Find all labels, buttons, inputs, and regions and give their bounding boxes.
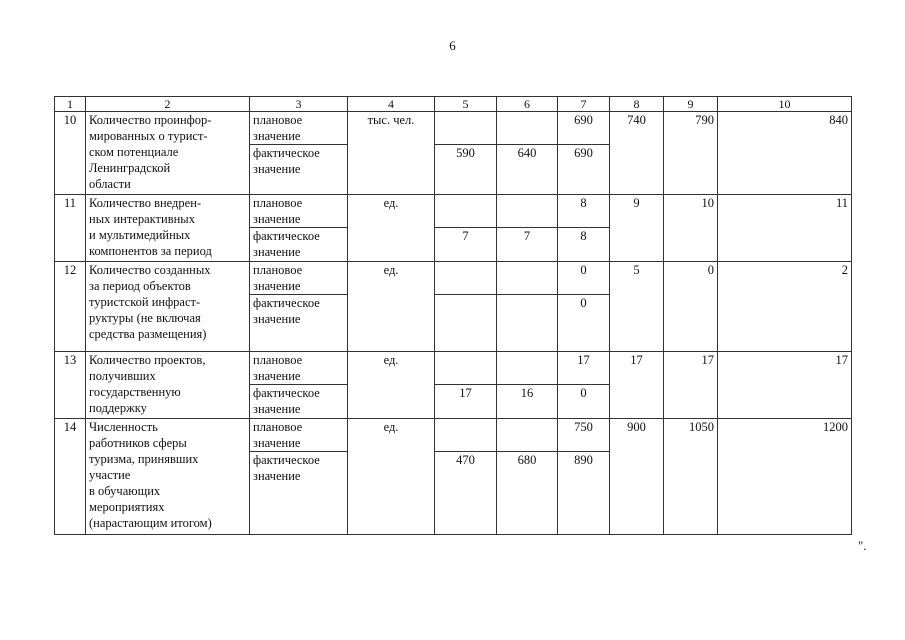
value-cell — [435, 195, 497, 228]
plan-label-cell — [250, 195, 348, 228]
cell-text-line: значение — [253, 402, 301, 416]
unit-cell: ед. — [348, 419, 435, 535]
value-cell — [497, 419, 558, 452]
header-cell: 5 — [435, 97, 497, 112]
plan-label-cell — [250, 419, 348, 452]
cell-text-line: плановое — [253, 196, 303, 210]
value-cell: 750 — [558, 419, 610, 452]
value-cell: 17 — [718, 352, 852, 419]
indicator-name-cell — [86, 419, 250, 535]
fact-label-cell — [250, 385, 348, 419]
fact-label-cell — [250, 228, 348, 262]
cell-text-line: ных интерактивных — [89, 212, 195, 226]
cell-text-line: средства размещения) — [89, 327, 207, 341]
cell-text-line: мированных о турист- — [89, 129, 208, 143]
value-cell: 0 — [558, 262, 610, 295]
value-cell: 17 — [435, 385, 497, 419]
indicator-plan-row — [55, 352, 852, 385]
indicator-name-cell — [86, 262, 250, 352]
value-cell: 840 — [718, 112, 852, 195]
value-cell: 900 — [610, 419, 664, 535]
cell-text-line: плановое — [253, 420, 303, 434]
value-cell — [497, 195, 558, 228]
value-cell: 0 — [664, 262, 718, 352]
unit-cell: ед. — [348, 352, 435, 419]
cell-text-line: фактическое — [253, 386, 320, 400]
cell-text-line: значение — [253, 129, 301, 143]
value-cell — [435, 112, 497, 145]
cell-text-line: работников сферы — [89, 436, 187, 450]
cell-text-line: значение — [253, 212, 301, 226]
cell-text-line: государственную — [89, 385, 181, 399]
value-cell: 7 — [497, 228, 558, 262]
cell-text-line: фактическое — [253, 146, 320, 160]
header-cell: 1 — [55, 97, 86, 112]
value-cell: 9 — [610, 195, 664, 262]
cell-text-line: значение — [253, 245, 301, 259]
value-cell: 690 — [558, 145, 610, 195]
header-cell: 7 — [558, 97, 610, 112]
cell-text-line: значение — [253, 369, 301, 383]
header-cell: 4 — [348, 97, 435, 112]
value-cell: 8 — [558, 228, 610, 262]
fact-label-cell — [250, 295, 348, 352]
indicator-plan-row — [55, 195, 852, 228]
indicator-name-cell — [86, 112, 250, 195]
cell-text-line: Количество внедрен- — [89, 196, 202, 210]
value-cell — [497, 295, 558, 352]
cell-text-line: плановое — [253, 113, 303, 127]
page-number: 6 — [449, 38, 456, 53]
plan-label-cell — [250, 262, 348, 295]
indicator-plan-row — [55, 112, 852, 145]
cell-text-line: поддержку — [89, 401, 147, 415]
value-cell: 17 — [610, 352, 664, 419]
value-cell — [497, 352, 558, 385]
indicator-plan-row — [55, 262, 852, 295]
cell-text-line: участие — [89, 468, 131, 482]
value-cell: 5 — [610, 262, 664, 352]
cell-text-line: Численность — [89, 420, 158, 434]
cell-text-line: фактическое — [253, 453, 320, 467]
value-cell: 790 — [664, 112, 718, 195]
cell-text-line: компонентов за период — [89, 244, 212, 258]
row-number-cell: 13 — [55, 352, 86, 419]
value-cell — [435, 419, 497, 452]
cell-text-line: Количество проектов, — [89, 353, 206, 367]
fact-label-cell — [250, 145, 348, 195]
value-cell: 8 — [558, 195, 610, 228]
value-cell: 1200 — [718, 419, 852, 535]
value-cell: 17 — [558, 352, 610, 385]
unit-cell: тыс. чел. — [348, 112, 435, 195]
header-cell: 6 — [497, 97, 558, 112]
cell-text-line: Количество созданных — [89, 263, 211, 277]
value-cell — [497, 112, 558, 145]
row-number-cell: 14 — [55, 419, 86, 535]
cell-text-line: значение — [253, 469, 301, 483]
cell-text-line: руктуры (не включая — [89, 311, 201, 325]
cell-text-line: получивших — [89, 369, 156, 383]
cell-text-line: мероприятиях — [89, 500, 165, 514]
value-cell: 16 — [497, 385, 558, 419]
value-cell: 680 — [497, 452, 558, 535]
cell-text-line: фактическое — [253, 229, 320, 243]
header-cell: 9 — [664, 97, 718, 112]
cell-text-line: туризма, принявших — [89, 452, 199, 466]
fact-label-cell — [250, 452, 348, 535]
cell-text-line: области — [89, 177, 131, 191]
header-cell: 2 — [86, 97, 250, 112]
value-cell: 10 — [664, 195, 718, 262]
cell-text-line: Количество проинфор- — [89, 113, 212, 127]
value-cell — [435, 295, 497, 352]
value-cell — [435, 352, 497, 385]
value-cell: 2 — [718, 262, 852, 352]
value-cell: 0 — [558, 385, 610, 419]
value-cell: 890 — [558, 452, 610, 535]
cell-text-line: значение — [253, 162, 301, 176]
unit-cell: ед. — [348, 195, 435, 262]
cell-text-line: и мультимедийных — [89, 228, 191, 242]
indicators-table — [54, 96, 852, 535]
value-cell: 740 — [610, 112, 664, 195]
value-cell: 690 — [558, 112, 610, 145]
value-cell: 17 — [664, 352, 718, 419]
header-cell: 3 — [250, 97, 348, 112]
header-row — [55, 97, 852, 112]
value-cell: 590 — [435, 145, 497, 195]
cell-text-line: ском потенциале — [89, 145, 179, 159]
value-cell: 0 — [558, 295, 610, 352]
cell-text-line: плановое — [253, 353, 303, 367]
unit-cell: ед. — [348, 262, 435, 352]
cell-text-line: плановое — [253, 263, 303, 277]
value-cell: 640 — [497, 145, 558, 195]
value-cell: 7 — [435, 228, 497, 262]
plan-label-cell — [250, 112, 348, 145]
cell-text-line: значение — [253, 436, 301, 450]
cell-text-line: в обучающих — [89, 484, 161, 498]
cell-text-line: Ленинградской — [89, 161, 171, 175]
closing-quote-mark: ". — [858, 538, 867, 553]
row-number-cell: 10 — [55, 112, 86, 195]
plan-label-cell — [250, 352, 348, 385]
row-number-cell: 12 — [55, 262, 86, 352]
value-cell: 1050 — [664, 419, 718, 535]
value-cell: 11 — [718, 195, 852, 262]
value-cell: 470 — [435, 452, 497, 535]
row-number-cell: 11 — [55, 195, 86, 262]
header-cell: 8 — [610, 97, 664, 112]
header-cell: 10 — [718, 97, 852, 112]
indicator-plan-row — [55, 419, 852, 452]
indicator-name-cell — [86, 352, 250, 419]
value-cell — [435, 262, 497, 295]
indicator-name-cell — [86, 195, 250, 262]
cell-text-line: туристской инфраст- — [89, 295, 201, 309]
value-cell — [497, 262, 558, 295]
cell-text-line: фактическое — [253, 296, 320, 310]
cell-text-line: значение — [253, 312, 301, 326]
cell-text-line: за период объектов — [89, 279, 191, 293]
cell-text-line: значение — [253, 279, 301, 293]
cell-text-line: (нарастающим итогом) — [89, 516, 212, 530]
